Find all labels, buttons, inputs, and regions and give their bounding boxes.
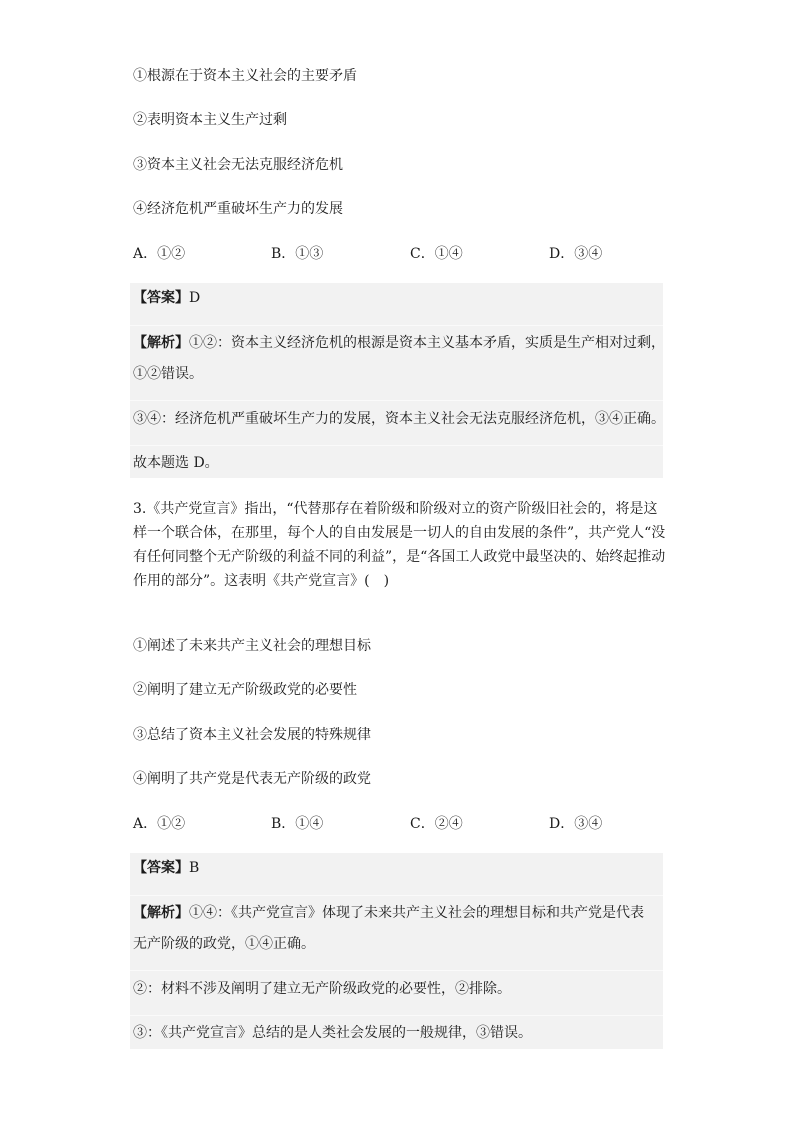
q3-option-a: A．①② xyxy=(133,816,186,832)
q3-answer-block xyxy=(130,853,663,1049)
q3-analysis-line-1 xyxy=(133,903,644,923)
q3-analysis-line-4: ③：《共产党宣言》总结的是人类社会发展的一般规律，③错误。 xyxy=(133,1025,532,1041)
divider xyxy=(130,1015,663,1016)
q2-item-1: ①根源在于资本主义社会的主要矛盾 xyxy=(133,68,357,84)
q2-analysis-line-3: ③④：经济危机严重破坏生产力的发展，资本主义社会无法克服经济危机，③④正确。 xyxy=(133,411,665,427)
q3-option-b: B．①④ xyxy=(271,816,324,832)
q3-item-4: ④阐明了共产党是代表无产阶级的政党 xyxy=(133,771,371,787)
q3-options xyxy=(133,814,663,834)
q2-item-3: ③资本主义社会无法克服经济危机 xyxy=(133,157,343,173)
q3-stem-line-1: 3.《共产党宣言》指出，“代替那存在着阶级和阶级对立的资产阶级旧社会的，将是这 xyxy=(133,501,658,517)
q3-answer-tag: 【答案】 xyxy=(133,860,189,876)
q2-analysis-line-4: 故本题选 D。 xyxy=(133,455,219,471)
q2-analysis-line-2: ①②错误。 xyxy=(133,366,203,382)
q3-option-c: C．②④ xyxy=(410,816,463,832)
q2-option-c: C．①④ xyxy=(410,246,463,262)
q3-analysis-tag: 【解析】 xyxy=(133,905,189,921)
q3-analysis-line-2: 无产阶级的政党，①④正确。 xyxy=(133,936,315,952)
divider xyxy=(130,895,663,896)
q3-analysis-line-3: ②：材料不涉及阐明了建立无产阶级政党的必要性，②排除。 xyxy=(133,981,511,997)
q2-analysis-line-1 xyxy=(133,333,665,353)
q3-item-1: ①阐述了未来共产主义社会的理想目标 xyxy=(133,638,371,654)
q2-answer xyxy=(133,288,200,308)
q2-analysis-text-1: ①②：资本主义经济危机的根源是资本主义基本矛盾，实质是生产相对过剩， xyxy=(189,335,665,351)
q3-answer-value: B xyxy=(189,860,200,876)
q2-item-2: ②表明资本主义生产过剩 xyxy=(133,112,287,128)
q2-option-d: D．③④ xyxy=(549,246,603,262)
q3-stem-line-3: 有任何同整个无产阶级的利益不同的利益”，是“各国工人政党中最坚决的、始终起推动 xyxy=(133,549,666,565)
q3-item-3: ③总结了资本主义社会发展的特殊规律 xyxy=(133,727,371,743)
q2-item-4: ④经济危机严重破坏生产力的发展 xyxy=(133,201,343,217)
q2-option-a: A．①② xyxy=(133,246,186,262)
q2-answer-block xyxy=(130,283,663,478)
q3-stem-line-2: 样一个联合体，在那里，每个人的自由发展是一切人的自由发展的条件”，共产党人“没 xyxy=(133,525,666,541)
divider xyxy=(130,445,663,446)
q2-answer-tag: 【答案】 xyxy=(133,290,189,306)
q3-answer xyxy=(133,858,199,878)
q3-option-d: D．③④ xyxy=(549,816,603,832)
q3-stem xyxy=(133,497,666,593)
divider xyxy=(130,970,663,971)
q3-stem-line-4: 作用的部分”。这表明《共产党宣言》( ) xyxy=(133,573,390,589)
q2-answer-value: D xyxy=(189,290,201,306)
divider xyxy=(130,325,663,326)
q2-options xyxy=(133,244,663,264)
q3-item-2: ②阐明了建立无产阶级政党的必要性 xyxy=(133,682,357,698)
divider xyxy=(130,400,663,401)
q3-analysis-text-1: ①④：《共产党宣言》体现了未来共产主义社会的理想目标和共产党是代表 xyxy=(189,905,644,921)
q2-analysis-tag: 【解析】 xyxy=(133,335,189,351)
q2-option-b: B．①③ xyxy=(271,246,324,262)
